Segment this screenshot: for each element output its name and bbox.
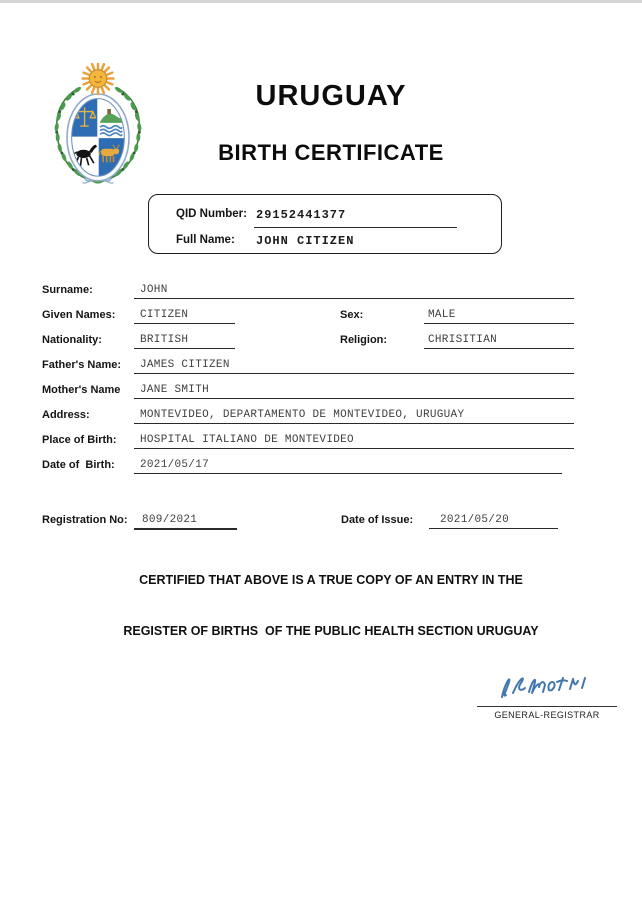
registration-no-value: 809/2021 — [134, 514, 237, 530]
qid-underline — [254, 227, 457, 228]
sex-value: MALE — [424, 309, 574, 324]
mothers-name-label: Mother's Name — [42, 384, 121, 396]
place-of-birth-value: HOSPITAL ITALIANO DE MONTEVIDEO — [134, 434, 574, 449]
given-names-label: Given Names: — [42, 309, 116, 321]
date-of-birth-label: Date of Birth: — [42, 459, 115, 471]
full-name-label: Full Name: — [176, 234, 235, 246]
surname-value: JOHN — [134, 284, 574, 299]
mothers-name-value: JANE SMITH — [134, 384, 574, 399]
certification-line-1: CERTIFIED THAT ABOVE IS A TRUE COPY OF AN ENTRY IN THE — [139, 573, 523, 587]
country-title: URUGUAY — [255, 80, 407, 112]
registration-no-label: Registration No: — [42, 514, 128, 526]
address-value: MONTEVIDEO, DEPARTAMENTO DE MONTEVIDEO, URUGUAY — [134, 409, 574, 424]
signature-line — [477, 706, 617, 707]
qid-number-value: 29152441377 — [256, 208, 347, 222]
registrar-title: GENERAL-REGISTRAR — [494, 710, 600, 720]
sun-of-may-icon — [83, 64, 114, 94]
surname-label: Surname: — [42, 284, 93, 296]
date-of-issue-label: Date of Issue: — [341, 514, 414, 526]
shield — [67, 94, 129, 181]
qid-box — [148, 194, 502, 254]
signature-ink — [502, 678, 585, 697]
place-of-birth-label: Place of Birth: — [42, 434, 117, 446]
qid-number-label: QID Number: — [176, 208, 247, 220]
registrar-signature — [496, 671, 588, 702]
given-names-value: CITIZEN — [134, 309, 235, 324]
document-title: BIRTH CERTIFICATE — [218, 140, 444, 165]
nationality-label: Nationality: — [42, 334, 102, 346]
religion-value: CHRISITIAN — [424, 334, 574, 349]
sex-label: Sex: — [340, 309, 364, 321]
fathers-name-label: Father's Name: — [42, 359, 122, 371]
date-of-birth-value: 2021/05/17 — [134, 459, 562, 474]
nationality-value: BRITISH — [134, 334, 235, 349]
religion-label: Religion: — [340, 334, 388, 346]
date-of-issue-value: 2021/05/20 — [429, 514, 558, 529]
certification-line-2: REGISTER OF BIRTHS OF THE PUBLIC HEALTH SECTION URUGUAY — [123, 624, 539, 638]
fathers-name-value: JAMES CITIZEN — [134, 359, 574, 374]
full-name-value: JOHN CITIZEN — [256, 234, 355, 248]
scan-edge-strip — [0, 0, 642, 3]
address-label: Address: — [42, 409, 90, 421]
